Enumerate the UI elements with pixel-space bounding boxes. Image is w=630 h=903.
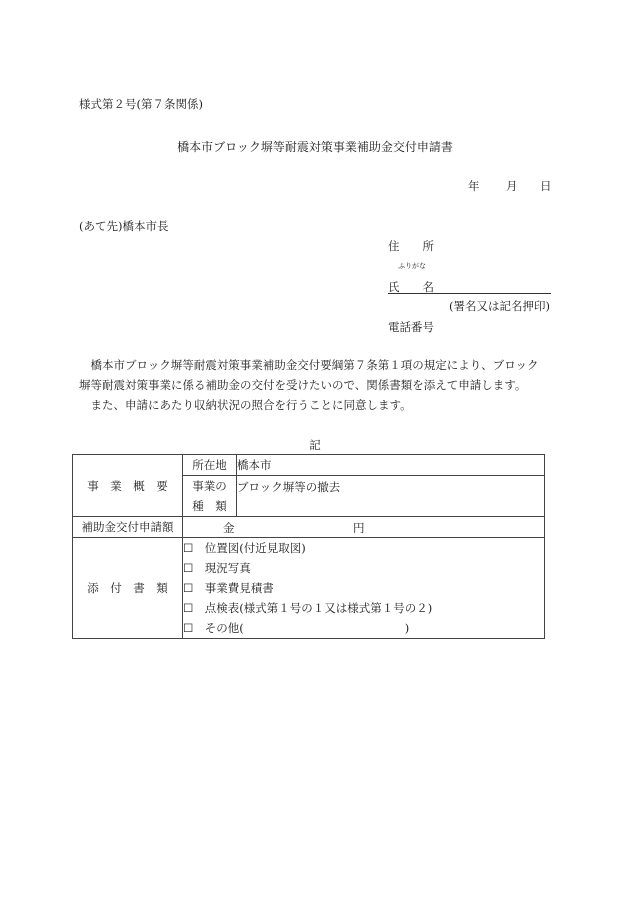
project-type-label-line-1: 事業の <box>192 479 227 493</box>
date-year: 年 <box>468 179 480 193</box>
project-type-label <box>183 476 237 517</box>
name-underline <box>388 293 551 294</box>
seal-note: (署名又は記名押印) <box>449 299 550 313</box>
address-label: 住 所 <box>388 239 434 253</box>
attachment-item[interactable]: ☐ 位置図(付近見取図) <box>183 541 306 555</box>
location-value: 橋本市 <box>237 455 545 476</box>
form-number: 様式第２号(第７条関係) <box>79 97 203 111</box>
phone-label: 電話番号 <box>388 320 434 334</box>
amount-cell <box>183 517 545 538</box>
attachment-item[interactable]: ☐ 事業費見積書 <box>183 581 274 595</box>
name-label: 氏 名 <box>388 280 434 294</box>
attachments-label: 添 付 書 類 <box>73 538 183 639</box>
amount-suffix: 円 <box>353 521 365 535</box>
application-table <box>72 454 545 639</box>
addressee: (あて先)橋本市長 <box>79 219 169 233</box>
attachments-list <box>183 538 545 639</box>
attachment-item[interactable]: ☐ 点検表(様式第１号の１又は様式第１号の２) <box>183 601 433 615</box>
attachment-item[interactable]: ☐ 現況写真 <box>183 561 251 575</box>
furigana-label: ふりがな <box>398 262 426 270</box>
document-title: 橋本市ブロック塀等耐震対策事業補助金交付申請書 <box>177 140 453 154</box>
body-line-3: また、申請にあたり収納状況の照合を行うことに同意します。 <box>79 398 412 412</box>
date-day: 日 <box>540 179 552 193</box>
date-line <box>468 178 552 194</box>
ki-heading: 記 <box>309 438 321 452</box>
body-text <box>79 355 549 415</box>
body-line-1: 橋本市ブロック塀等耐震対策事業補助金交付要綱第７条第１項の規定により、ブロック <box>79 358 539 372</box>
date-month: 月 <box>506 179 518 193</box>
attachment-item[interactable]: ☐ その他( ) <box>183 621 410 635</box>
project-type-label-line-2: 種 類 <box>192 499 227 513</box>
body-line-2: 塀等耐震対策事業に係る補助金の交付を受けたいので、関係書類を添えて申請します。 <box>79 378 527 392</box>
amount-prefix: 金 <box>223 521 235 535</box>
project-type-value: ブロック塀等の撤去 <box>237 476 545 517</box>
location-label: 所在地 <box>183 455 237 476</box>
project-overview-label: 事 業 概 要 <box>73 455 183 517</box>
amount-label: 補助金交付申請額 <box>73 517 183 538</box>
